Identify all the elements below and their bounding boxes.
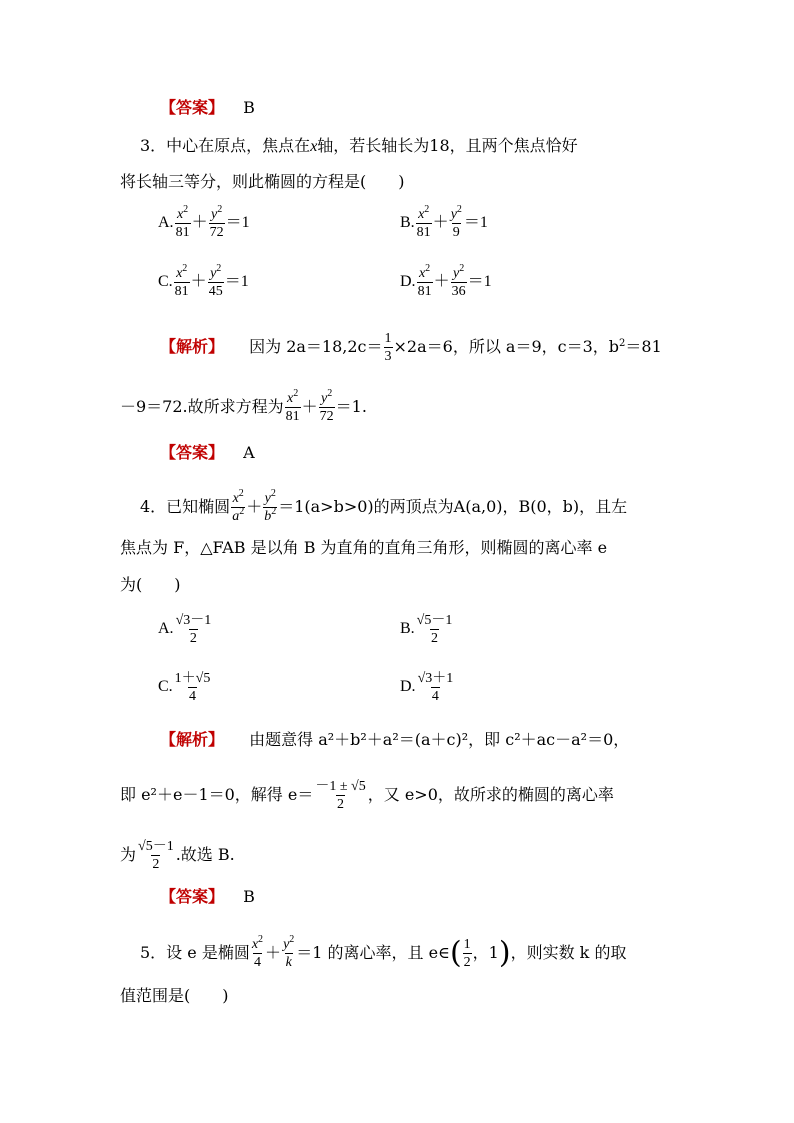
answer-value: B [243,98,255,117]
answer-label: 【答案】 [160,98,225,117]
question-3-line-1: 3．中心在原点，焦点在x轴，若长轴长为18，且两个焦点恰好 [140,136,578,155]
question-4-line-3: 为( ) [120,575,181,594]
option-a: A. $\frac{√3-1}{2}$ [158,613,212,646]
question-4-line-2: 焦点为 F，△FAB 是以角 B 为直角的直角三角形，则椭圆的离心率 e [120,538,608,557]
option-c: C. $\frac{1+√5}{4}$ [158,671,211,704]
answer-line-q3: 【答案】 A [160,443,255,462]
question-5-line-1: 5．设 e 是椭圆 $\frac{x^2}{4}$ ＋ $\frac{y^2}{k}$ ＝1 的离心率，且 e∈( $\frac{1}{2}$ ，1)，则实数 k 的取 [140,934,627,971]
analysis-q4-line-3: 为 $\frac{√5-1}{2}$ .故选 B. [120,839,235,872]
question-3-line-2: 将长轴三等分，则此椭圆的方程是( ) [120,172,405,191]
question-5-line-2: 值范围是( ) [120,986,229,1005]
analysis-q3-line-1: 【解析】 因为 2a＝18,2c＝ $\frac{1}{3}$ ×2a＝6，所以 a＝9，c＝3，$b^2=81$ [160,331,662,364]
analysis-q3-line-2: －9＝72.故所求方程为 $\frac{x^2}{81}$ ＋ $\frac{y^2}{72}$ ＝1. [120,388,367,424]
option-d: D. $\frac{√3+1}{4}$ [400,671,454,704]
analysis-q4-line-2: 即 e²＋e－1＝0，解得 e＝ $\frac{-1 \pm √5}{2}$ ，又 e>0，故所求的椭圆的离心率 [120,779,614,812]
option-a: A. $\frac{x^2}{81}$ ＋ $\frac{y^2}{72}$ ＝1 [158,204,250,240]
option-b: B. $\frac{√5-1}{2}$ [400,613,453,646]
analysis-q4-line-1: 【解析】 由题意得 a²＋b²＋a²＝(a＋c)²，即 c²＋ac－a²＝0， [160,730,630,749]
answer-line-q2 [160,98,255,118]
option-d: D. $\frac{x^2}{81}$ ＋ $\frac{y^2}{36}$ ＝1 [400,263,492,299]
answer-line-q4: 【答案】 B [160,887,255,906]
option-b: B. $\frac{x^2}{81}$ ＋ $\frac{y^2}{9}$ ＝1 [400,204,488,240]
option-c: C. $\frac{x^2}{81}$ ＋ $\frac{y^2}{45}$ ＝1 [158,263,249,299]
question-4-line-1: 4．已知椭圆 $\frac{x^2}{a^2}$ ＋ $\frac{y^2}{b^2}$ ＝1(a>b>0)的两顶点为A(a,0)，B(0，b)，且左 [140,488,628,524]
